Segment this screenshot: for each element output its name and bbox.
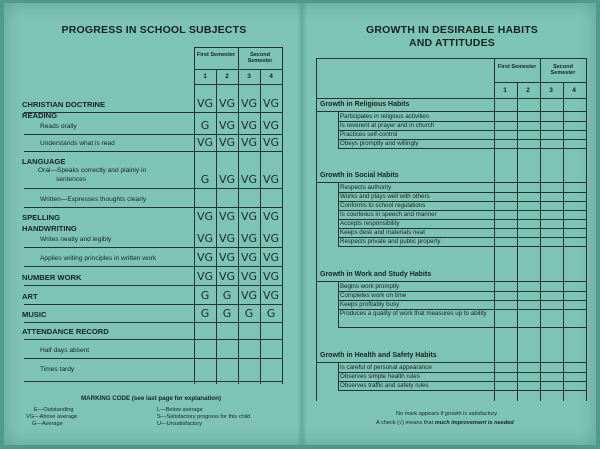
grade-mark: VG <box>240 289 258 302</box>
semester-label: Second Semester <box>247 52 273 64</box>
habit-item: Practices self-control <box>340 131 398 138</box>
row-line <box>338 390 586 391</box>
grid-line <box>338 183 339 246</box>
subject-heading: NUMBER WORK <box>22 273 82 282</box>
habit-item: Works and plays well with others <box>340 193 430 200</box>
habit-group-title: Growth in Religious Habits <box>320 101 410 108</box>
grade-mark: VG <box>218 232 236 245</box>
subject-item: Written—Expresses thoughts clearly <box>40 196 147 203</box>
grid-line <box>260 69 261 384</box>
semester-label: First Semester <box>196 52 236 58</box>
grid-line <box>216 69 217 384</box>
grade-mark: VG <box>262 173 280 186</box>
semester-label: First Semester <box>497 64 537 70</box>
marking-code-item: G—Average <box>32 421 63 427</box>
report-card <box>4 3 596 445</box>
grade-mark: VG <box>196 251 214 264</box>
habit-item: Observes simple health rules <box>340 373 420 380</box>
grade-mark: VG <box>262 232 280 245</box>
grade-mark: G <box>222 307 232 320</box>
grid-line <box>316 58 317 401</box>
habit-item: Is courteous in speech and manner <box>340 211 437 218</box>
grade-mark: VG <box>196 270 214 283</box>
grade-mark: VG <box>240 232 258 245</box>
column-number: 3 <box>247 73 251 80</box>
habit-item: Completes work on time <box>340 292 407 299</box>
subject-item: Half days absent <box>40 347 90 354</box>
row-line <box>24 134 282 135</box>
habit-item: Keeps desk and materials neat <box>340 229 425 236</box>
semester-label: Second Semester <box>550 64 576 76</box>
subject-heading: LANGUAGE <box>22 157 66 166</box>
column-number: 2 <box>526 87 530 94</box>
subject-item: sentences <box>56 176 87 183</box>
row-line <box>24 304 282 305</box>
grade-mark: VG <box>218 119 236 132</box>
grade-mark: VG <box>240 136 258 149</box>
grade-mark: VG <box>262 136 280 149</box>
page-fold <box>297 3 307 445</box>
grade-mark: VG <box>196 210 214 223</box>
row-line <box>24 207 282 208</box>
grade-mark: VG <box>240 97 258 110</box>
grid-line <box>338 112 339 148</box>
grid-line <box>586 58 587 401</box>
column-number: 3 <box>549 87 553 94</box>
habit-group-title: Growth in Health and Safety Habits <box>320 352 437 359</box>
marking-code-item: E—Outstanding <box>34 407 74 413</box>
grade-mark: VG <box>240 173 258 186</box>
grade-mark: VG <box>218 270 236 283</box>
marking-code-item: U—Unsatisfactory <box>157 421 203 427</box>
grade-mark: VG <box>196 136 214 149</box>
grade-mark: VG <box>218 136 236 149</box>
grade-mark: VG <box>240 210 258 223</box>
subject-item: Understands what is read <box>40 140 115 147</box>
habit-item: Keeps profitably busy <box>340 301 400 308</box>
habit-item: Begins work promptly <box>340 283 400 290</box>
grid-line <box>494 82 586 83</box>
note-text-part: A check (√) means that <box>376 420 435 426</box>
habit-item: Obeys promptly and willingly <box>340 140 419 147</box>
habit-item: Accepts responsibility <box>340 220 400 227</box>
column-number: 4 <box>572 87 576 94</box>
row-line <box>24 358 282 359</box>
grid-line <box>316 98 586 99</box>
habit-item: Is reverent at prayer and in church <box>340 122 435 129</box>
grade-mark: VG <box>196 97 214 110</box>
habit-group-title: Growth in Work and Study Habits <box>320 271 432 278</box>
page-title: AND ATTITUDES <box>408 37 495 49</box>
row-line <box>24 151 282 152</box>
grade-mark: VG <box>240 270 258 283</box>
row-line <box>24 247 282 248</box>
row-line <box>24 266 282 267</box>
grid-line <box>316 58 586 59</box>
row-line <box>316 111 586 112</box>
page-title: GROWTH IN DESIRABLE HABITS <box>365 24 539 36</box>
grade-mark: VG <box>262 251 280 264</box>
habit-item: Observes traffic and safety rules <box>340 382 429 389</box>
page-title: PROGRESS IN SCHOOL SUBJECTS <box>61 24 247 36</box>
subject-heading: ATTENDANCE RECORD <box>22 327 109 336</box>
grid-line <box>194 84 282 85</box>
grade-mark: VG <box>218 210 236 223</box>
grade-mark: G <box>200 307 210 320</box>
grade-mark: G <box>244 307 254 320</box>
row-line <box>338 148 586 149</box>
row-line <box>338 327 586 328</box>
row-line <box>316 182 586 183</box>
marking-code-item: S—Satisfactory progress for this child <box>157 414 251 420</box>
grid-line <box>338 363 339 390</box>
grade-mark: VG <box>262 270 280 283</box>
subject-heading: SPELLING <box>22 213 60 222</box>
grade-mark: VG <box>262 97 280 110</box>
row-line <box>24 322 282 323</box>
row-line <box>316 362 586 363</box>
grade-mark: VG <box>240 119 258 132</box>
grade-mark: VG <box>240 251 258 264</box>
marking-code-item: VG—Above average <box>26 414 78 420</box>
habit-item: Produces a quality of work that measures up to ability <box>340 310 487 317</box>
grade-mark: VG <box>218 251 236 264</box>
grid-line <box>282 47 283 384</box>
grid-line <box>194 69 282 70</box>
subject-heading: READING <box>22 111 58 120</box>
column-number: 2 <box>225 73 229 80</box>
habit-item: Is careful of personal appearance <box>340 364 432 371</box>
row-line <box>338 246 586 247</box>
note-text <box>376 420 514 426</box>
marking-code-item: L—Below average <box>157 407 203 413</box>
subject-heading: HANDWRITING <box>22 224 77 233</box>
habit-item: Respects authority <box>340 184 392 191</box>
grade-mark: G <box>200 119 210 132</box>
note-emphasis: much improvement is needed <box>434 420 514 426</box>
grade-mark: G <box>266 307 276 320</box>
habit-group-title: Growth in Social Habits <box>320 172 399 179</box>
habit-item: Participates in religious activities <box>340 113 430 120</box>
subject-item: Writes neatly and legibly <box>40 236 112 243</box>
subject-heading: CHRISTIAN DOCTRINE <box>22 100 106 109</box>
row-line <box>24 381 282 382</box>
column-number: 4 <box>269 73 273 80</box>
grid-line <box>494 58 495 401</box>
subject-item: Applies writing principles in written work <box>40 255 157 262</box>
grade-mark: VG <box>218 97 236 110</box>
grade-mark: VG <box>262 289 280 302</box>
row-line <box>24 339 282 340</box>
row-line <box>24 285 282 286</box>
habit-item: Respects private and public property <box>340 238 441 245</box>
grade-mark: VG <box>262 119 280 132</box>
grid-line <box>194 47 282 48</box>
column-number: 1 <box>203 73 207 80</box>
grade-mark: G <box>200 173 210 186</box>
note-text: No mark appears if growth is satisfactory <box>396 411 498 417</box>
habit-item: Conforms to school regulations <box>340 202 426 209</box>
subject-item: Times tardy <box>40 366 75 373</box>
column-number: 1 <box>503 87 507 94</box>
subject-item: Oral—Speaks correctly and plainly in <box>38 167 147 174</box>
row-line <box>24 188 282 189</box>
marking-code-title: MARKING CODE (see last page for explanation) <box>81 395 221 402</box>
grid-line <box>338 282 339 327</box>
grid-line <box>540 58 541 401</box>
grade-mark: G <box>222 289 232 302</box>
grade-mark: VG <box>196 232 214 245</box>
subject-heading: MUSIC <box>22 310 47 319</box>
row-line <box>24 112 282 113</box>
subject-heading: ART <box>22 292 38 301</box>
grade-mark: VG <box>218 173 236 186</box>
grade-mark: G <box>200 289 210 302</box>
grade-mark: VG <box>262 210 280 223</box>
row-line <box>316 281 586 282</box>
subject-item: Reads orally <box>40 123 77 130</box>
